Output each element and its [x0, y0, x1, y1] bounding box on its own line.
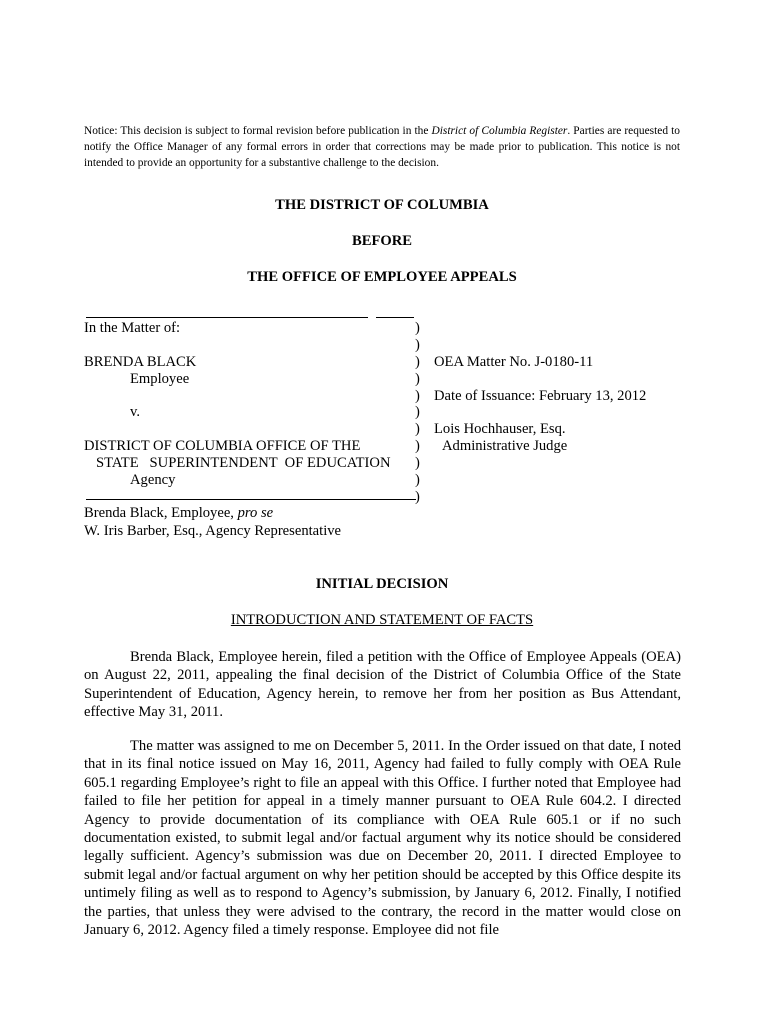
caption-matter-number: OEA Matter No. J-0180-11	[434, 354, 594, 370]
notice-text-suffix: . Parties are requested to notify the Office Manager of any formal errors in order that corrections may be made prior to publication. This notice is not intended to provide an opportunity for a substantive challenge to the decision.	[84, 125, 680, 169]
caption-employee-role: Employee	[130, 371, 190, 387]
publication-notice	[84, 123, 680, 171]
caption-paren: )	[415, 371, 420, 387]
caption-paren: )	[415, 489, 420, 505]
caption-bottom-rule	[86, 499, 396, 500]
caption-agency-line1: DISTRICT OF COLUMBIA OFFICE OF THE	[84, 438, 361, 454]
caption-versus: v.	[130, 404, 140, 420]
caption-paren: )	[415, 388, 420, 404]
party-representatives	[84, 504, 341, 540]
caption-paren: )	[415, 354, 420, 370]
caption-issuance-date: Date of Issuance: February 13, 2012	[434, 388, 647, 404]
caption-paren: )	[415, 455, 420, 471]
caption-bottom-rule-short	[396, 499, 416, 500]
agency-representative: W. Iris Barber, Esq., Agency Representative	[84, 523, 342, 539]
caption-employee-name: BRENDA BLACK	[84, 354, 197, 370]
body-paragraph-1: Brenda Black, Employee herein, filed a petition with the Office of Employee Appeals (OEA) on August 22, 2011, appealing the final decision of the District of Columbia Office of the State Superintendent of Education, Agency herein, to remove her from her position as Bus Attendant, effective May 31, 2011.	[84, 649, 681, 721]
body-paragraph-2: The matter was assigned to me on December 5, 2011. In the Order issued on that date, I noted that in its final notice issued on May 16, 2011, Agency had failed to fully comply with OEA Rule 605.1 regarding Employee’s right to file an appeal with this Office. I further noted that Employee had failed to file her petition for appeal in a timely manner pursuant to OEA Rule 604.2. I directed Agency to provide documentation of its compliance with OEA Rule 605.1 or if no such documentation existed, to submit legal and/or factual argument why its notice should be considered legally sufficient. Agency’s submission was due on December 20, 2011. I directed Employee to submit legal and/or factual argument on why her petition should be accepted by this Office despite its untimely filing as well as to respond to Agency’s submission, by January 6, 2012. Finally, I notified the parties, that unless they were advised to the contrary, the record in the matter would close on January 6, 2012. Agency filed a timely response. Employee did not file	[84, 738, 681, 939]
header-office: THE OFFICE OF EMPLOYEE APPEALS	[247, 269, 517, 285]
caption-paren: )	[415, 337, 420, 353]
employee-representative: Brenda Black, Employee, pro se	[84, 505, 274, 521]
caption-paren: )	[415, 404, 420, 420]
caption-top-rule	[86, 317, 368, 318]
caption-paren: )	[415, 472, 420, 488]
caption-judge-title: Administrative Judge	[442, 438, 568, 454]
caption-judge-name: Lois Hochhauser, Esq.	[434, 421, 566, 437]
pro-se-label: pro se	[237, 505, 274, 521]
caption-paren: )	[415, 320, 420, 336]
caption-agency-line2: STATE SUPERINTENDENT OF EDUCATION	[96, 455, 391, 471]
header-before: BEFORE	[351, 233, 412, 249]
notice-text-prefix: Notice: This decision is subject to formal revision before publication in the	[84, 125, 432, 137]
caption-agency-role: Agency	[130, 472, 176, 488]
section-heading: INTRODUCTION AND STATEMENT OF FACTS	[230, 612, 534, 628]
caption-paren: )	[415, 438, 420, 454]
caption-matter-of: In the Matter of:	[84, 320, 181, 336]
header-jurisdiction: THE DISTRICT OF COLUMBIA	[275, 197, 489, 213]
decision-title: INITIAL DECISION	[315, 576, 449, 592]
caption-paren: )	[415, 421, 420, 437]
notice-register-name: District of Columbia Register	[431, 125, 568, 137]
caption-top-rule-short	[376, 317, 414, 318]
